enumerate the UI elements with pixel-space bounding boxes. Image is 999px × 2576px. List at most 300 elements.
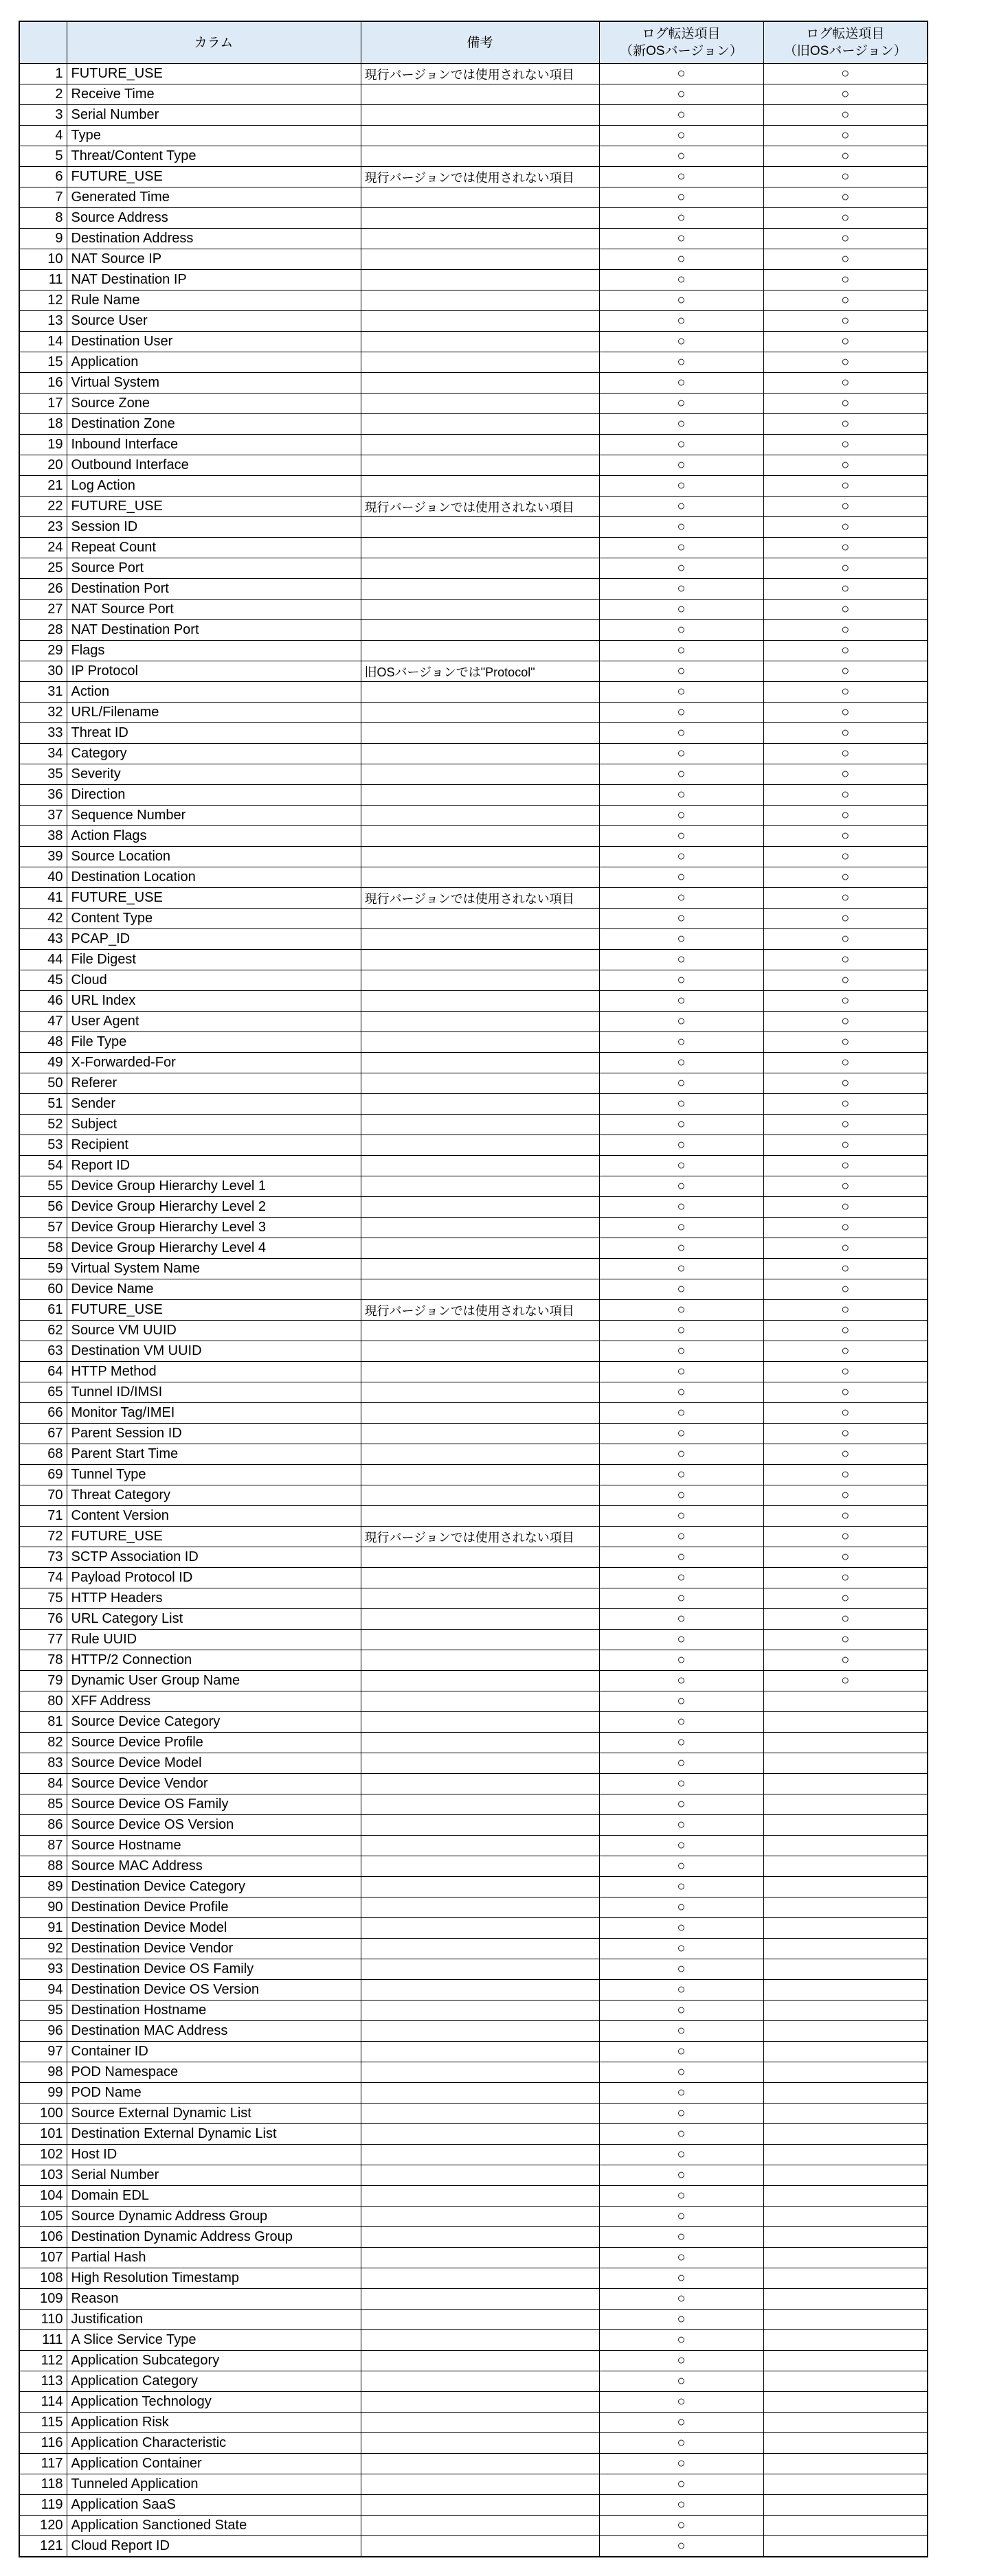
- new-os-mark-cell: ○: [599, 84, 763, 105]
- column-name-cell: IP Protocol: [67, 661, 361, 682]
- old-os-mark-cell: ○: [763, 867, 928, 888]
- remarks-cell: [361, 373, 599, 394]
- remarks-cell: [361, 1753, 599, 1774]
- column-name-cell: Cloud Report ID: [67, 2536, 361, 2557]
- old-os-mark-cell: ○: [763, 764, 928, 785]
- row-number-cell: 114: [19, 2392, 67, 2413]
- column-name-cell: Rule UUID: [67, 1630, 361, 1650]
- column-name-cell: Destination Device Model: [67, 1918, 361, 1939]
- column-name-cell: Destination Device OS Family: [67, 1959, 361, 1980]
- old-os-mark-cell: [763, 2165, 928, 2186]
- new-os-mark-cell: ○: [599, 2351, 763, 2371]
- table-row: [19, 167, 928, 187]
- old-os-mark-cell: ○: [763, 1362, 928, 1382]
- column-name-cell: Device Group Hierarchy Level 4: [67, 1238, 361, 1259]
- remarks-cell: [361, 1691, 599, 1712]
- new-os-mark-cell: ○: [599, 1424, 763, 1444]
- old-os-mark-cell: ○: [763, 600, 928, 620]
- column-name-cell: Application Risk: [67, 2413, 361, 2433]
- table-row: [19, 1321, 928, 1341]
- new-os-mark-cell: ○: [599, 1506, 763, 1527]
- new-os-mark-cell: ○: [599, 2330, 763, 2351]
- new-os-mark-cell: ○: [599, 909, 763, 929]
- old-os-mark-cell: ○: [763, 270, 928, 290]
- new-os-mark-cell: ○: [599, 455, 763, 476]
- old-os-mark-cell: ○: [763, 517, 928, 538]
- new-os-mark-cell: ○: [599, 1300, 763, 1321]
- new-os-mark-cell: ○: [599, 991, 763, 1012]
- new-os-mark-cell: ○: [599, 2536, 763, 2557]
- column-name-cell: FUTURE_USE: [67, 497, 361, 517]
- row-number-cell: 105: [19, 2207, 67, 2227]
- new-os-mark-cell: ○: [599, 64, 763, 84]
- row-number-cell: 43: [19, 929, 67, 950]
- old-os-mark-cell: ○: [763, 497, 928, 517]
- new-os-mark-cell: ○: [599, 2516, 763, 2536]
- table-row: [19, 785, 928, 806]
- column-name-cell: FUTURE_USE: [67, 1300, 361, 1321]
- row-number-cell: 121: [19, 2536, 67, 2557]
- remarks-cell: [361, 1856, 599, 1877]
- column-name-cell: Container ID: [67, 2042, 361, 2062]
- new-os-mark-cell: ○: [599, 2371, 763, 2392]
- table-row: [19, 1959, 928, 1980]
- row-number-cell: 60: [19, 1279, 67, 1300]
- table-row: [19, 476, 928, 497]
- remarks-cell: [361, 2207, 599, 2227]
- table-row: [19, 2310, 928, 2330]
- remarks-cell: [361, 1588, 599, 1609]
- row-number-cell: 33: [19, 723, 67, 744]
- new-os-mark-cell: ○: [599, 970, 763, 991]
- old-os-mark-cell: ○: [763, 146, 928, 167]
- column-name-cell: Source External Dynamic List: [67, 2104, 361, 2124]
- new-os-mark-cell: ○: [599, 1691, 763, 1712]
- table-row: [19, 1012, 928, 1032]
- old-os-mark-cell: [763, 2433, 928, 2454]
- new-os-mark-cell: ○: [599, 2083, 763, 2104]
- row-number-cell: 118: [19, 2474, 67, 2495]
- row-number-cell: 94: [19, 1980, 67, 2001]
- new-os-mark-cell: ○: [599, 1712, 763, 1733]
- old-os-mark-cell: ○: [763, 290, 928, 311]
- old-os-mark-cell: ○: [763, 991, 928, 1012]
- row-number-cell: 31: [19, 682, 67, 703]
- row-number-cell: 6: [19, 167, 67, 187]
- new-os-mark-cell: ○: [599, 1218, 763, 1238]
- table-row: [19, 1300, 928, 1321]
- old-os-mark-cell: ○: [763, 1032, 928, 1053]
- remarks-cell: [361, 1424, 599, 1444]
- new-os-mark-cell: ○: [599, 1774, 763, 1794]
- column-name-cell: FUTURE_USE: [67, 1527, 361, 1547]
- remarks-cell: [361, 229, 599, 249]
- row-number-cell: 58: [19, 1238, 67, 1259]
- new-os-mark-cell: ○: [599, 1959, 763, 1980]
- old-os-mark-cell: [763, 2104, 928, 2124]
- column-name-cell: Payload Protocol ID: [67, 1568, 361, 1588]
- new-os-mark-cell: ○: [599, 806, 763, 826]
- column-name-cell: Tunnel Type: [67, 1465, 361, 1485]
- column-name-cell: Referer: [67, 1073, 361, 1094]
- table-row: [19, 435, 928, 455]
- table-row: [19, 1465, 928, 1485]
- remarks-cell: [361, 208, 599, 229]
- new-os-mark-cell: ○: [599, 394, 763, 414]
- old-os-mark-cell: ○: [763, 1135, 928, 1156]
- row-number-cell: 77: [19, 1630, 67, 1650]
- column-name-cell: Source Location: [67, 847, 361, 867]
- row-number-cell: 97: [19, 2042, 67, 2062]
- remarks-cell: [361, 2104, 599, 2124]
- new-os-mark-cell: ○: [599, 2289, 763, 2310]
- new-os-mark-cell: ○: [599, 2104, 763, 2124]
- row-number-cell: 102: [19, 2145, 67, 2165]
- old-os-mark-cell: ○: [763, 455, 928, 476]
- row-number-cell: 50: [19, 1073, 67, 1094]
- row-number-cell: 17: [19, 394, 67, 414]
- row-number-cell: 89: [19, 1877, 67, 1897]
- column-name-cell: Serial Number: [67, 2165, 361, 2186]
- column-name-cell: Sender: [67, 1094, 361, 1115]
- column-name-cell: Sequence Number: [67, 806, 361, 826]
- remarks-cell: [361, 1774, 599, 1794]
- old-os-mark-cell: ○: [763, 1382, 928, 1403]
- row-number-cell: 4: [19, 126, 67, 146]
- old-os-mark-cell: ○: [763, 558, 928, 579]
- old-os-mark-cell: [763, 1774, 928, 1794]
- column-name-cell: Action Flags: [67, 826, 361, 847]
- table-row: [19, 806, 928, 826]
- row-number-cell: 21: [19, 476, 67, 497]
- new-os-mark-cell: ○: [599, 558, 763, 579]
- remarks-cell: [361, 2371, 599, 2392]
- new-os-mark-cell: ○: [599, 2021, 763, 2042]
- header-remarks-label: 備考: [361, 21, 599, 64]
- remarks-cell: [361, 2124, 599, 2145]
- column-name-cell: Device Group Hierarchy Level 1: [67, 1176, 361, 1197]
- row-number-cell: 40: [19, 867, 67, 888]
- header-index-cell: [19, 21, 67, 64]
- table-row: [19, 1774, 928, 1794]
- row-number-cell: 117: [19, 2454, 67, 2474]
- row-number-cell: 53: [19, 1135, 67, 1156]
- new-os-mark-cell: ○: [599, 126, 763, 146]
- row-number-cell: 41: [19, 888, 67, 909]
- row-number-cell: 36: [19, 785, 67, 806]
- remarks-cell: [361, 1403, 599, 1424]
- row-number-cell: 8: [19, 208, 67, 229]
- table-row: [19, 2186, 928, 2207]
- column-name-cell: Device Group Hierarchy Level 2: [67, 1197, 361, 1218]
- remarks-cell: [361, 1341, 599, 1362]
- column-name-cell: Report ID: [67, 1156, 361, 1176]
- remarks-cell: [361, 1197, 599, 1218]
- old-os-mark-cell: [763, 2454, 928, 2474]
- table-row: [19, 146, 928, 167]
- column-name-cell: Destination User: [67, 332, 361, 352]
- new-os-mark-cell: ○: [599, 1135, 763, 1156]
- header-old-os-line1: ログ転送項目: [806, 27, 885, 41]
- remarks-cell: [361, 2454, 599, 2474]
- column-name-cell: Source Zone: [67, 394, 361, 414]
- remarks-cell: [361, 2289, 599, 2310]
- row-number-cell: 92: [19, 1939, 67, 1959]
- old-os-mark-cell: ○: [763, 1156, 928, 1176]
- column-name-cell: Source Port: [67, 558, 361, 579]
- row-number-cell: 47: [19, 1012, 67, 1032]
- table-row: [19, 538, 928, 558]
- table-row: [19, 620, 928, 641]
- remarks-cell: 現行バージョンでは使用されない項目: [361, 888, 599, 909]
- new-os-mark-cell: ○: [599, 785, 763, 806]
- remarks-cell: [361, 970, 599, 991]
- new-os-mark-cell: ○: [599, 1897, 763, 1918]
- remarks-cell: [361, 1259, 599, 1279]
- old-os-mark-cell: ○: [763, 703, 928, 723]
- new-os-mark-cell: ○: [599, 1980, 763, 2001]
- remarks-cell: [361, 1115, 599, 1135]
- remarks-cell: [361, 1012, 599, 1032]
- remarks-cell: [361, 290, 599, 311]
- old-os-mark-cell: ○: [763, 1485, 928, 1506]
- row-number-cell: 14: [19, 332, 67, 352]
- column-name-cell: Session ID: [67, 517, 361, 538]
- remarks-cell: [361, 2001, 599, 2021]
- old-os-mark-cell: ○: [763, 229, 928, 249]
- column-name-cell: Source Device Model: [67, 1753, 361, 1774]
- table-row: [19, 2433, 928, 2454]
- table-row: [19, 1259, 928, 1279]
- new-os-mark-cell: ○: [599, 867, 763, 888]
- old-os-mark-cell: [763, 2042, 928, 2062]
- row-number-cell: 27: [19, 600, 67, 620]
- new-os-mark-cell: ○: [599, 1485, 763, 1506]
- old-os-mark-cell: [763, 1980, 928, 2001]
- table-row: [19, 1238, 928, 1259]
- remarks-cell: [361, 600, 599, 620]
- remarks-cell: [361, 146, 599, 167]
- old-os-mark-cell: ○: [763, 1506, 928, 1527]
- row-number-cell: 119: [19, 2495, 67, 2516]
- table-row: [19, 682, 928, 703]
- remarks-cell: [361, 270, 599, 290]
- old-os-mark-cell: [763, 2021, 928, 2042]
- remarks-cell: [361, 1382, 599, 1403]
- old-os-mark-cell: ○: [763, 909, 928, 929]
- new-os-mark-cell: ○: [599, 1753, 763, 1774]
- row-number-cell: 44: [19, 950, 67, 970]
- remarks-cell: [361, 1815, 599, 1836]
- row-number-cell: 78: [19, 1650, 67, 1671]
- row-number-cell: 79: [19, 1671, 67, 1691]
- table-row: [19, 2227, 928, 2248]
- new-os-mark-cell: ○: [599, 1918, 763, 1939]
- remarks-cell: [361, 435, 599, 455]
- table-row: [19, 2062, 928, 2083]
- old-os-mark-cell: ○: [763, 1197, 928, 1218]
- new-os-mark-cell: ○: [599, 2495, 763, 2516]
- table-row: [19, 455, 928, 476]
- row-number-cell: 13: [19, 311, 67, 332]
- table-row: [19, 703, 928, 723]
- row-number-cell: 67: [19, 1424, 67, 1444]
- remarks-cell: [361, 991, 599, 1012]
- new-os-mark-cell: ○: [599, 1073, 763, 1094]
- remarks-cell: [361, 1032, 599, 1053]
- column-name-cell: Destination Zone: [67, 414, 361, 435]
- table-row: [19, 2392, 928, 2413]
- new-os-mark-cell: ○: [599, 826, 763, 847]
- remarks-cell: [361, 1918, 599, 1939]
- row-number-cell: 83: [19, 1753, 67, 1774]
- remarks-cell: [361, 1238, 599, 1259]
- row-number-cell: 5: [19, 146, 67, 167]
- column-name-cell: Application Sanctioned State: [67, 2516, 361, 2536]
- row-number-cell: 98: [19, 2062, 67, 2083]
- new-os-mark-cell: ○: [599, 1568, 763, 1588]
- new-os-mark-cell: ○: [599, 311, 763, 332]
- old-os-mark-cell: [763, 2001, 928, 2021]
- row-number-cell: 59: [19, 1259, 67, 1279]
- column-name-cell: Host ID: [67, 2145, 361, 2165]
- table-row: [19, 1547, 928, 1568]
- table-row: [19, 1877, 928, 1897]
- new-os-mark-cell: ○: [599, 2186, 763, 2207]
- table-row: [19, 1527, 928, 1547]
- remarks-cell: [361, 126, 599, 146]
- old-os-mark-cell: ○: [763, 373, 928, 394]
- old-os-mark-cell: ○: [763, 579, 928, 600]
- row-number-cell: 103: [19, 2165, 67, 2186]
- column-name-cell: File Digest: [67, 950, 361, 970]
- old-os-mark-cell: ○: [763, 1444, 928, 1465]
- remarks-cell: [361, 2165, 599, 2186]
- new-os-mark-cell: ○: [599, 538, 763, 558]
- column-name-cell: Application SaaS: [67, 2495, 361, 2516]
- table-row: [19, 847, 928, 867]
- column-name-cell: Content Version: [67, 1506, 361, 1527]
- row-number-cell: 32: [19, 703, 67, 723]
- remarks-cell: 現行バージョンでは使用されない項目: [361, 64, 599, 84]
- column-name-cell: NAT Source Port: [67, 600, 361, 620]
- row-number-cell: 10: [19, 249, 67, 270]
- old-os-mark-cell: [763, 2062, 928, 2083]
- table-row: [19, 600, 928, 620]
- row-number-cell: 100: [19, 2104, 67, 2124]
- old-os-mark-cell: ○: [763, 1218, 928, 1238]
- old-os-mark-cell: ○: [763, 847, 928, 867]
- column-name-cell: Destination Device Profile: [67, 1897, 361, 1918]
- old-os-mark-cell: [763, 2207, 928, 2227]
- row-number-cell: 51: [19, 1094, 67, 1115]
- row-number-cell: 39: [19, 847, 67, 867]
- table-row: [19, 950, 928, 970]
- table-row: [19, 2413, 928, 2433]
- table-row: [19, 311, 928, 332]
- remarks-cell: [361, 2330, 599, 2351]
- old-os-mark-cell: ○: [763, 888, 928, 909]
- column-name-cell: Application Characteristic: [67, 2433, 361, 2454]
- remarks-cell: [361, 1218, 599, 1238]
- remarks-cell: [361, 414, 599, 435]
- header-new-os-line1: ログ転送項目: [642, 27, 721, 41]
- row-number-cell: 112: [19, 2351, 67, 2371]
- table-row: [19, 929, 928, 950]
- old-os-mark-cell: ○: [763, 806, 928, 826]
- table-row: [19, 1444, 928, 1465]
- remarks-cell: [361, 744, 599, 764]
- new-os-mark-cell: ○: [599, 2474, 763, 2495]
- remarks-cell: [361, 476, 599, 497]
- remarks-cell: 現行バージョンでは使用されない項目: [361, 1527, 599, 1547]
- old-os-mark-cell: ○: [763, 744, 928, 764]
- remarks-cell: [361, 1485, 599, 1506]
- column-name-cell: Recipient: [67, 1135, 361, 1156]
- row-number-cell: 38: [19, 826, 67, 847]
- column-name-cell: Source Device Vendor: [67, 1774, 361, 1794]
- row-number-cell: 1: [19, 64, 67, 84]
- remarks-cell: [361, 1362, 599, 1382]
- table-row: [19, 1176, 928, 1197]
- table-row: [19, 579, 928, 600]
- row-number-cell: 99: [19, 2083, 67, 2104]
- old-os-mark-cell: [763, 2351, 928, 2371]
- new-os-mark-cell: ○: [599, 1630, 763, 1650]
- remarks-cell: [361, 620, 599, 641]
- table-row: [19, 1856, 928, 1877]
- remarks-cell: [361, 2413, 599, 2433]
- table-row: [19, 517, 928, 538]
- remarks-cell: [361, 538, 599, 558]
- row-number-cell: 18: [19, 414, 67, 435]
- new-os-mark-cell: ○: [599, 249, 763, 270]
- old-os-mark-cell: ○: [763, 641, 928, 661]
- row-number-cell: 34: [19, 744, 67, 764]
- row-number-cell: 108: [19, 2268, 67, 2289]
- header-new-os-label: [599, 21, 763, 64]
- new-os-mark-cell: ○: [599, 682, 763, 703]
- new-os-mark-cell: ○: [599, 1053, 763, 1073]
- old-os-mark-cell: ○: [763, 1238, 928, 1259]
- old-os-mark-cell: [763, 1691, 928, 1712]
- table-row: [19, 1382, 928, 1403]
- new-os-mark-cell: ○: [599, 723, 763, 744]
- column-name-cell: Destination External Dynamic List: [67, 2124, 361, 2145]
- table-row: [19, 1053, 928, 1073]
- new-os-mark-cell: ○: [599, 1341, 763, 1362]
- old-os-mark-cell: ○: [763, 1403, 928, 1424]
- column-name-cell: Receive Time: [67, 84, 361, 105]
- new-os-mark-cell: ○: [599, 1465, 763, 1485]
- old-os-mark-cell: ○: [763, 1321, 928, 1341]
- new-os-mark-cell: ○: [599, 661, 763, 682]
- column-name-cell: URL/Filename: [67, 703, 361, 723]
- remarks-cell: [361, 1094, 599, 1115]
- new-os-mark-cell: ○: [599, 1609, 763, 1630]
- row-number-cell: 35: [19, 764, 67, 785]
- table-row: [19, 1568, 928, 1588]
- column-name-cell: URL Category List: [67, 1609, 361, 1630]
- old-os-mark-cell: [763, 1939, 928, 1959]
- new-os-mark-cell: ○: [599, 373, 763, 394]
- row-number-cell: 93: [19, 1959, 67, 1980]
- new-os-mark-cell: ○: [599, 2001, 763, 2021]
- table-row: [19, 744, 928, 764]
- column-name-cell: Tunneled Application: [67, 2474, 361, 2495]
- column-name-cell: Destination Address: [67, 229, 361, 249]
- remarks-cell: [361, 703, 599, 723]
